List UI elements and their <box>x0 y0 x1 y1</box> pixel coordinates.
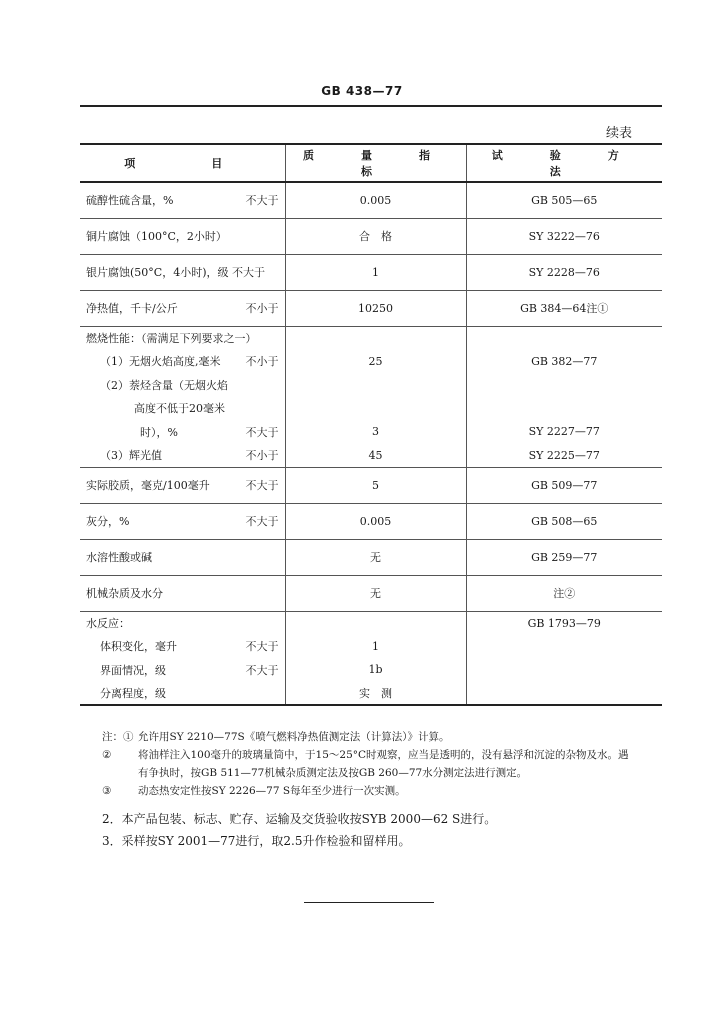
method-cell: GB 1793—79 <box>466 611 662 635</box>
item-cell <box>80 290 285 326</box>
header-quality-index: 质 量 指 标 <box>285 144 466 182</box>
header-item: 项 目 <box>80 144 285 182</box>
note-3-text: 动态热安定性按SY 2226—77 S每年至少进行一次实测。 <box>138 785 406 797</box>
item-label: （1）无烟火焰高度,毫米 <box>100 355 221 369</box>
method-cell: GB 382—77 <box>466 350 662 374</box>
table-row <box>80 290 662 326</box>
table-row <box>80 503 662 539</box>
value-cell: 无 <box>285 575 466 611</box>
item-cell: （2）萘烃含量（无烟火焰 <box>100 378 228 392</box>
item-cell <box>80 420 285 444</box>
limit-label: 不大于 <box>245 640 279 654</box>
item-cell <box>80 503 285 539</box>
method-cell: GB 259—77 <box>466 539 662 575</box>
limit-label: 不大于 <box>245 425 279 439</box>
combustion-title: 燃烧性能：（需满足下列要求之一） <box>86 332 257 345</box>
value-cell: 实 测 <box>285 682 466 706</box>
item-label: 时），% <box>140 425 178 439</box>
item-cell <box>80 444 285 468</box>
value-cell: 合 格 <box>285 218 466 254</box>
limit-label: 不大于 <box>245 663 279 677</box>
method-cell: GB 509—77 <box>466 467 662 503</box>
value-cell: 25 <box>285 350 466 374</box>
value-cell: 3 <box>285 420 466 444</box>
header-rule <box>80 105 662 107</box>
item-cell: 分离程度，级 <box>80 682 285 706</box>
item-cell <box>80 539 285 575</box>
water-title: 水反应： <box>86 617 130 630</box>
note-1-text: 允许用SY 2210—77S《喷气燃料净热值测定法（计算法）》计算。 <box>138 731 450 743</box>
spec-table <box>80 143 666 706</box>
table-row <box>80 397 662 421</box>
clause-2: 2．本产品包装、标志、贮存、运输及交货验收按SYB 2000—62 S进行。 <box>102 812 497 826</box>
limit-label: 不大于 <box>245 194 279 208</box>
item-cell <box>80 635 285 659</box>
item-label: 净热值，千卡/公斤 <box>86 302 178 315</box>
table-row <box>80 420 662 444</box>
continued-label: 续表 <box>605 126 632 141</box>
table-row <box>80 373 662 397</box>
table-row <box>80 182 662 218</box>
item-label: 银片腐蚀(50°C，4小时)，级 不大于 <box>86 266 265 279</box>
table-row <box>80 682 662 706</box>
limit-label: 不大于 <box>245 515 279 528</box>
table-row <box>80 350 662 374</box>
item-cell <box>80 254 285 290</box>
table-row <box>80 539 662 575</box>
item-label: 硫醇性硫含量，% <box>86 194 174 208</box>
note-2-continued: 有争执时，按GB 511—77机械杂质测定法及按GB 260—77水分测定法进行测定。 <box>138 767 528 779</box>
limit-label: 不小于 <box>245 449 279 462</box>
note-3-label: ③ <box>102 785 112 797</box>
method-cell: SY 3222—76 <box>466 218 662 254</box>
item-cell <box>80 467 285 503</box>
method-cell: GB 505—65 <box>466 182 662 218</box>
method-cell: 注② <box>466 575 662 611</box>
note-3 <box>102 782 670 800</box>
method-cell: GB 384—64注① <box>466 290 662 326</box>
page-header: GB 438—77 <box>321 84 403 98</box>
table-row <box>80 635 662 659</box>
value-cell: 5 <box>285 467 466 503</box>
clause-3: 3．采样按SY 2001—77进行，取2.5升作检验和留样用。 <box>102 834 411 848</box>
clauses <box>102 808 670 852</box>
item-label: 体积变化，毫升 <box>100 640 177 654</box>
note-1 <box>102 728 670 746</box>
value-cell: 1 <box>285 254 466 290</box>
note-1-label: 注：① <box>102 731 134 743</box>
table-row <box>80 444 662 468</box>
limit-label: 不小于 <box>245 302 279 315</box>
item-label: 界面情况，级 <box>100 663 166 677</box>
item-label: （3）辉光值 <box>100 449 162 462</box>
table-notes <box>102 728 670 800</box>
method-cell: SY 2225—77 <box>466 444 662 468</box>
table-row <box>80 611 662 635</box>
footer-rule <box>304 902 434 903</box>
value-cell: 0.005 <box>285 503 466 539</box>
table-header-row <box>80 144 662 182</box>
item-cell <box>80 182 285 218</box>
item-cell <box>80 658 285 682</box>
method-cell: SY 2227—77 <box>466 420 662 444</box>
item-label: 机械杂质及水分 <box>86 587 163 600</box>
value-cell: 1b <box>285 658 466 682</box>
value-cell: 1 <box>285 635 466 659</box>
header-test-method: 试 验 方 法 <box>466 144 662 182</box>
method-cell: GB 508—65 <box>466 503 662 539</box>
table-row <box>80 575 662 611</box>
note-2 <box>102 746 670 764</box>
value-cell: 0.005 <box>285 182 466 218</box>
item-cell: 高度不低于20毫米 <box>134 402 225 416</box>
item-cell <box>80 575 285 611</box>
table-row <box>80 254 662 290</box>
value-cell: 45 <box>285 444 466 468</box>
note-2-label: ② <box>102 749 112 761</box>
limit-label: 不小于 <box>245 355 279 369</box>
table-row <box>80 326 662 350</box>
value-cell: 10250 <box>285 290 466 326</box>
item-cell <box>80 350 285 374</box>
table-row <box>80 467 662 503</box>
item-label: 实际胶质，毫克/100毫升 <box>86 479 210 492</box>
item-label: 灰分，% <box>86 515 130 528</box>
table-row <box>80 658 662 682</box>
note-2-text: 将油样注入100毫升的玻璃量筒中，于15～25°C时观察，应当是透明的，没有悬浮和沉淀的杂物及水。遇 <box>138 749 629 761</box>
value-cell: 无 <box>285 539 466 575</box>
method-cell: SY 2228—76 <box>466 254 662 290</box>
item-cell <box>80 218 285 254</box>
table-row <box>80 218 662 254</box>
limit-label: 不大于 <box>245 479 279 492</box>
item-label: 水溶性酸或碱 <box>86 551 152 564</box>
item-label: 铜片腐蚀（100°C，2小时） <box>86 230 227 243</box>
